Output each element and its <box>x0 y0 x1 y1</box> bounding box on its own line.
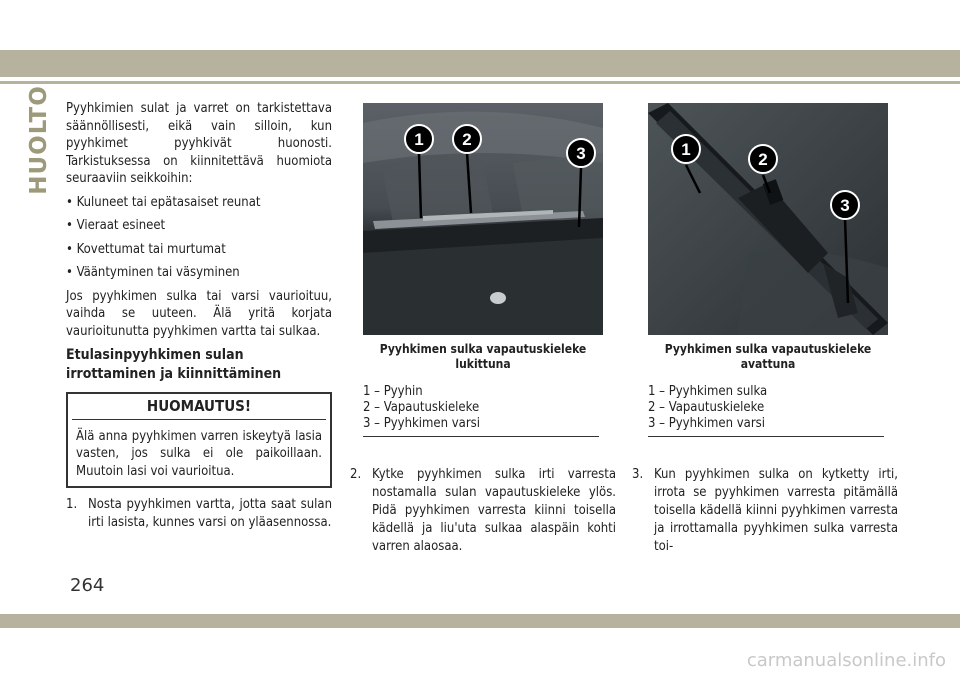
callout-badge <box>749 145 777 173</box>
legend-item: 3 – Pyyhkimen varsi <box>648 416 765 431</box>
step-1 <box>66 496 332 531</box>
notice-title: HUOMAUTUS! <box>72 394 326 420</box>
svg-text:1: 1 <box>681 140 691 159</box>
section-tab: HUOLTO <box>26 85 52 195</box>
callout-badge <box>405 125 433 153</box>
bullet-item: • Vääntyminen tai väsyminen <box>66 265 240 280</box>
watermark: carmanualsonline.info <box>746 650 946 671</box>
wiper-locked-illustration <box>363 103 603 335</box>
column-left <box>66 100 332 531</box>
legend-item: 1 – Pyyhin <box>363 384 423 399</box>
svg-text:3: 3 <box>840 196 850 215</box>
bullet-item: • Kovettumat tai murtumat <box>66 241 226 257</box>
step-number: 1. <box>66 497 78 512</box>
intro-paragraph: Pyyhkimien sulat ja varret on tarkistettava säännöllisesti, eikä vain silloin, kun pyyhkimet pyyhkivät huonosti. Tarkistuksessa on kiinnitettävä huomiota seuraaviin seikkoihin: <box>66 101 332 186</box>
svg-text:3: 3 <box>576 144 586 163</box>
figure1-caption: Pyyhkimen sulka vapautuskieleke lukittuna <box>379 342 587 371</box>
callout-badge <box>672 135 700 163</box>
step-text: Kytke pyyhkimen sulka irti varresta nostamalla sulan vapautuskieleke ylös. Pidä pyyhkimen varresta kiinni toisella kädellä ja liu'uta sulkaa alaspäin kohti varren alaosaa. <box>372 467 616 554</box>
step-number: 2. <box>350 467 362 482</box>
step-3 <box>632 466 898 556</box>
svg-text:1: 1 <box>414 130 424 149</box>
step-2 <box>350 466 616 556</box>
svg-text:2: 2 <box>462 130 472 149</box>
footer-band <box>0 614 960 628</box>
figure-wiper-locked <box>363 103 603 335</box>
figure2-caption: Pyyhkimen sulka vapautuskieleke avattuna <box>664 342 872 371</box>
bullet-item: • Kuluneet tai epätasaiset reunat <box>66 194 261 210</box>
callout-badge <box>567 139 595 167</box>
figure1-legend <box>363 384 599 437</box>
bullet-item: • Vieraat esineet <box>66 218 166 233</box>
legend-item: 2 – Vapautuskieleke <box>648 400 765 415</box>
damage-paragraph: Jos pyyhkimen sulka tai varsi vaurioituu, vaihda se uuteen. Älä yritä korjata vaurioitunutta pyyhkimen vartta tai sulkaa. <box>66 288 332 339</box>
page-number: 264 <box>70 575 105 596</box>
notice-box <box>66 392 332 488</box>
figure-wiper-unlocked <box>648 103 888 335</box>
notice-body: Älä anna pyyhkimen varren iskeytyä lasia vasten, jos sulka ei ole paikoillaan. Muutoin lasi voi vaurioitua. <box>76 428 322 479</box>
svg-text:2: 2 <box>758 150 768 169</box>
header-rule <box>0 81 960 84</box>
step-text: Kun pyyhkimen sulka on kytketty irti, irrota se pyyhkimen varresta pitämällä toisella kädellä kiinni pyyhkimen varresta ja irrottamalla pyyhkimen sulka varresta toi- <box>654 467 898 554</box>
legend-item: 2 – Vapautuskieleke <box>363 400 480 415</box>
step-number: 3. <box>632 467 644 482</box>
step-text: Nosta pyyhkimen vartta, jotta saat sulan irti lasista, kunnes varsi on yläasennossa. <box>88 497 332 530</box>
legend-item: 1 – Pyyhkimen sulka <box>648 384 768 399</box>
wiper-unlocked-illustration <box>648 103 888 335</box>
callout-badge <box>831 191 859 219</box>
callout-badge <box>453 125 481 153</box>
header-band <box>0 50 960 77</box>
section-heading: Etulasinpyyhkimen sulan irrottaminen ja kiinnittäminen <box>66 347 282 382</box>
legend-item: 3 – Pyyhkimen varsi <box>363 416 480 431</box>
figure2-legend <box>648 384 884 437</box>
